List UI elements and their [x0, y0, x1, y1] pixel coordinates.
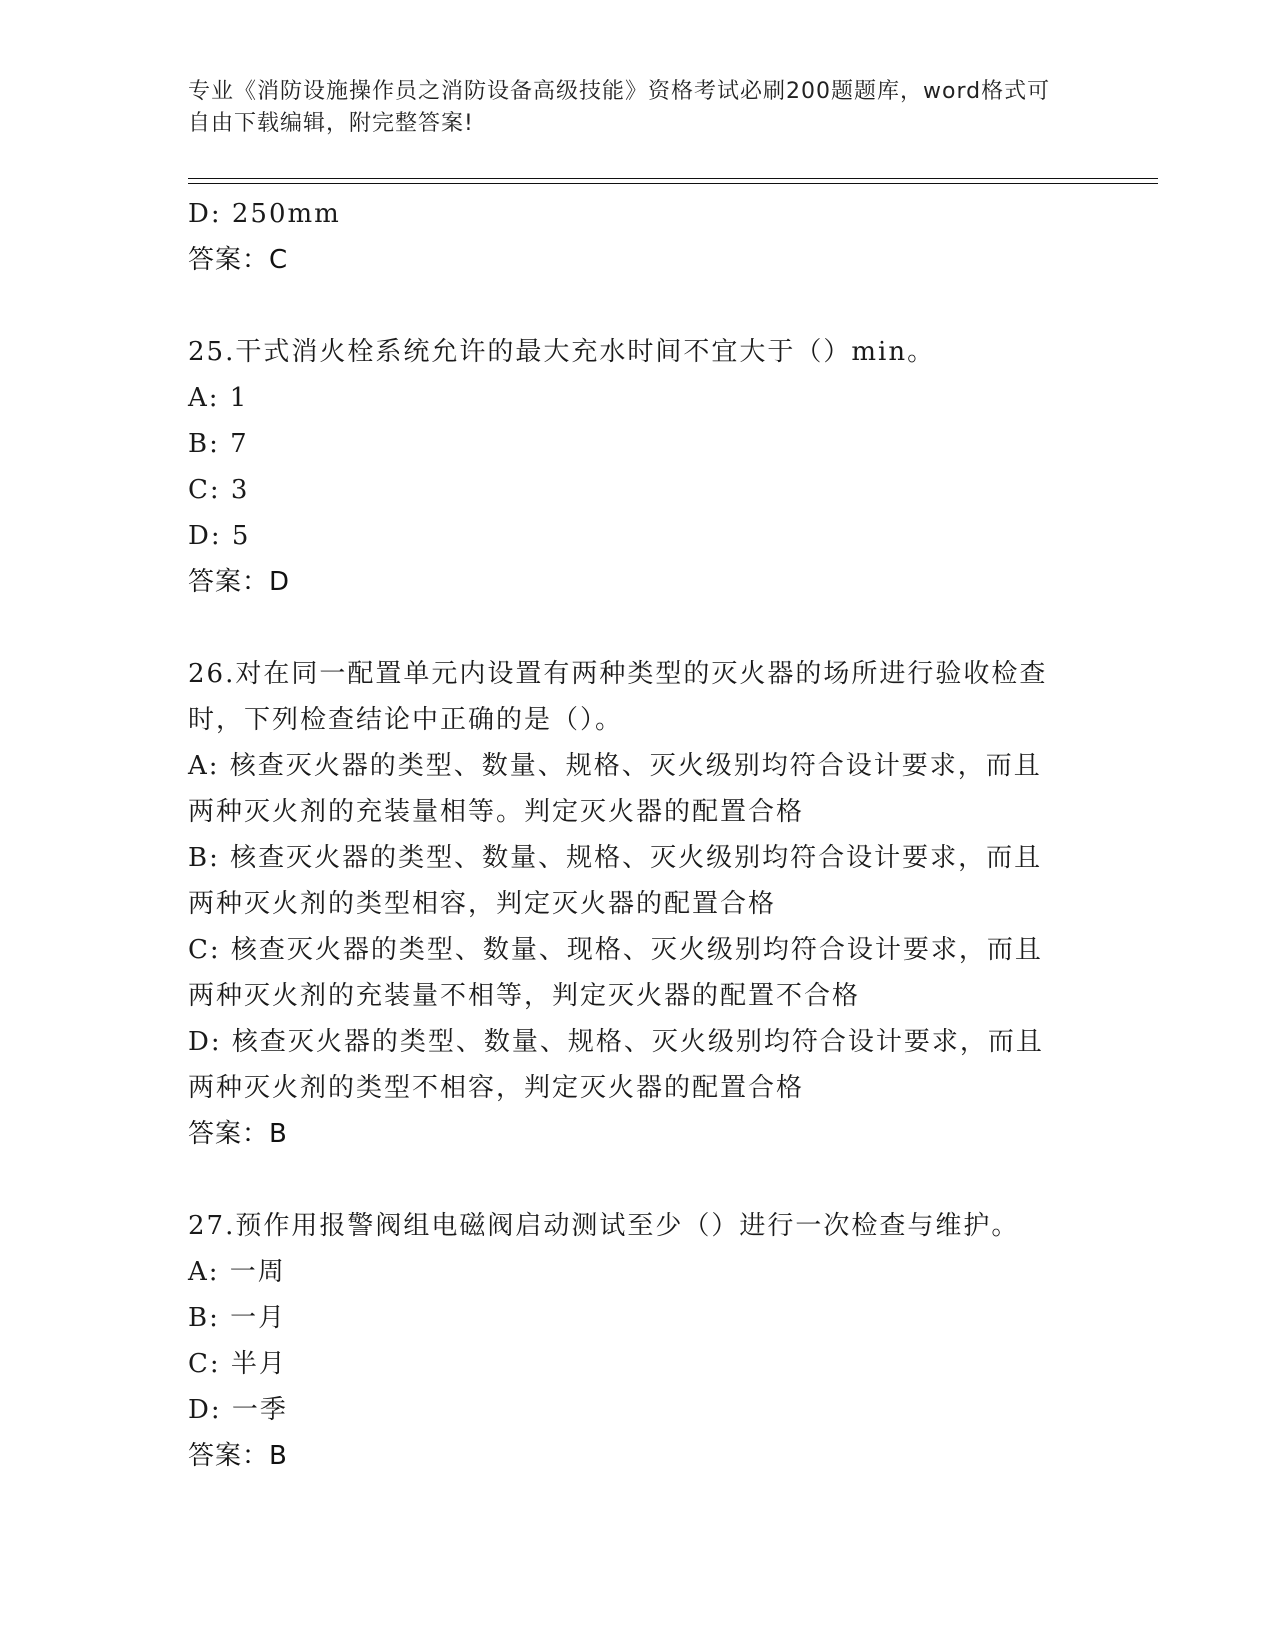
question-stem-line-2: 时，下列检查结论中正确的是（）。 [188, 705, 624, 735]
spacer [188, 283, 1088, 329]
option-c: C: 3 [188, 475, 250, 505]
option-b-line-2: 两种灭火剂的类型相容，判定灭火器的配置合格 [188, 889, 777, 919]
option-a-line-1: A: 核查灭火器的类型、数量、规格、灭火级别均符合设计要求，而且 [188, 751, 1042, 781]
question-stem-line-1: 26.对在同一配置单元内设置有两种类型的灭火器的场所进行验收检查 [188, 659, 1048, 689]
question-content [188, 191, 1088, 1479]
answer-line: 答案：B [188, 1119, 288, 1149]
header-rule-top [188, 178, 1158, 179]
answer-line: 答案：C [188, 245, 289, 275]
question-stem: 25.干式消火栓系统允许的最大充水时间不宜大于（）min。 [188, 337, 936, 367]
option-b: B: 7 [188, 429, 249, 459]
spacer [188, 1157, 1088, 1203]
option-a: A: 1 [188, 383, 249, 413]
spacer [188, 605, 1088, 651]
option-b: B: 一月 [188, 1303, 287, 1333]
option-d: D: 250mm [188, 199, 341, 229]
option-d-line-2: 两种灭火剂的类型不相容，判定灭火器的配置合格 [188, 1073, 805, 1103]
document-header: 专业《消防设施操作员之消防设备高级技能》资格考试必刷200题题库，word格式可自由下载编辑，附完整答案! [188, 79, 1051, 136]
question-stem: 27.预作用报警阀组电磁阀启动测试至少（）进行一次检查与维护。 [188, 1211, 1020, 1241]
question-24-continuation [188, 191, 1088, 283]
question-26 [188, 651, 1088, 1157]
option-a: A: 一周 [188, 1257, 286, 1287]
option-b-line-1: B: 核查灭火器的类型、数量、规格、灭火级别均符合设计要求，而且 [188, 843, 1043, 873]
question-25 [188, 329, 1088, 605]
option-c: C: 半月 [188, 1349, 287, 1379]
option-d: D: 5 [188, 521, 251, 551]
option-d: D: 一季 [188, 1395, 288, 1425]
option-c-line-2: 两种灭火剂的充装量不相等，判定灭火器的配置不合格 [188, 981, 861, 1011]
option-c-line-1: C: 核查灭火器的类型、数量、现格、灭火级别均符合设计要求，而且 [188, 935, 1043, 965]
question-27 [188, 1203, 1088, 1479]
answer-line: 答案：B [188, 1441, 288, 1471]
header-rule-bottom [188, 183, 1158, 184]
option-d-line-1: D: 核查灭火器的类型、数量、规格、灭火级别均符合设计要求，而且 [188, 1027, 1044, 1057]
answer-line: 答案：D [188, 567, 291, 597]
option-a-line-2: 两种灭火剂的充装量相等。判定灭火器的配置合格 [188, 797, 805, 827]
